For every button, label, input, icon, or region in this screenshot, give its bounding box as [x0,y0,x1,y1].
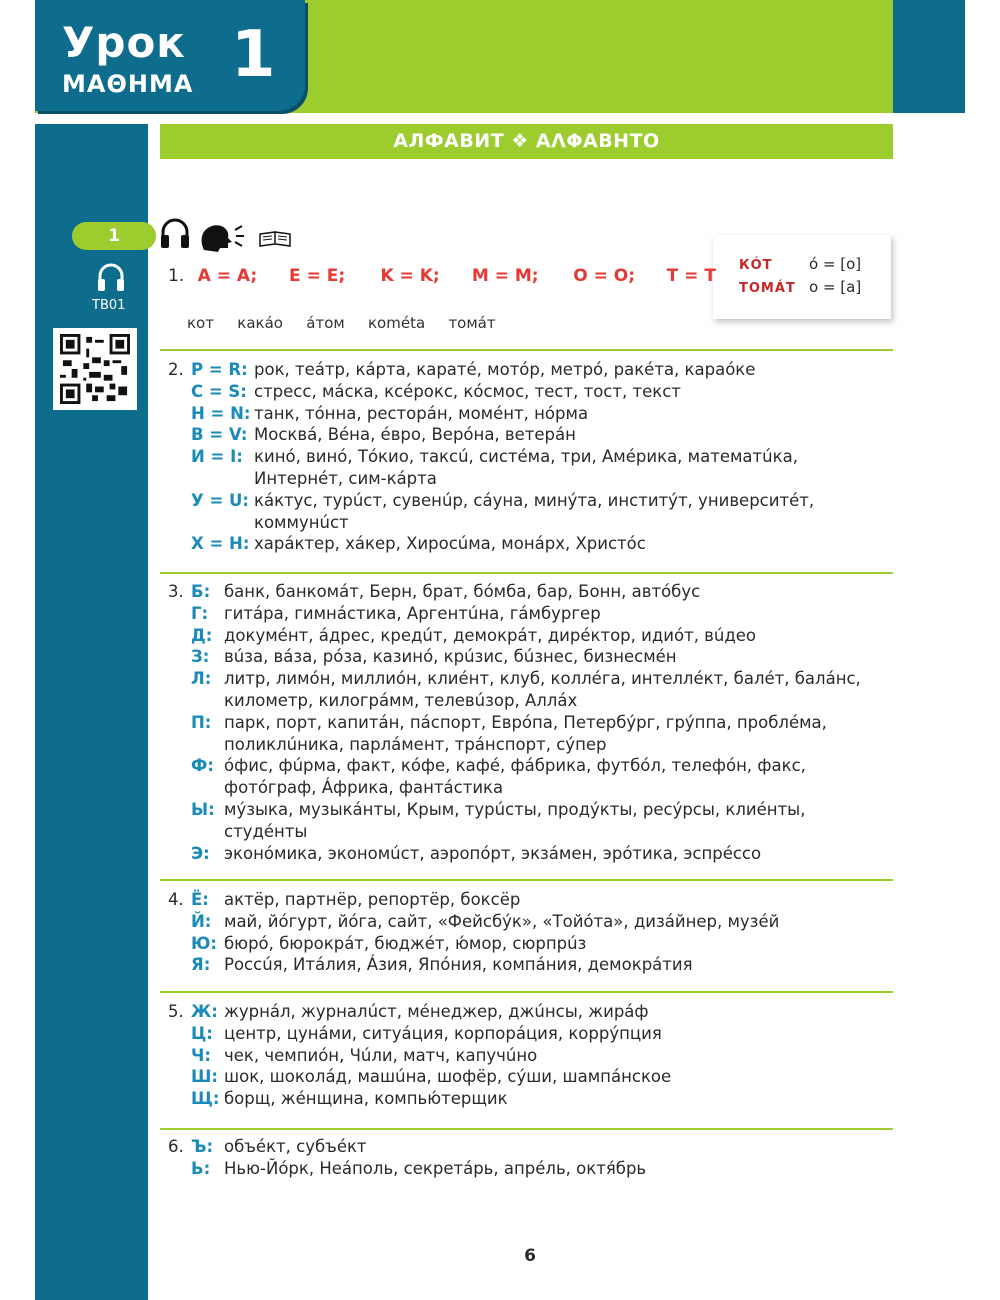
example-words: мýзыка, музыкáнты, Крым, турúсты, продýкты, ресýрсы, клиéнты, [224,800,806,819]
letter-label: П: [191,712,212,732]
letter-label: Ë: [191,890,209,909]
letter-label: P = R: [191,360,248,379]
example-words: журнáл, журналúст, мéнеджер, джúнсы, жирáф [224,1002,649,1021]
exercise-number: 2. [168,360,184,379]
track-number-badge[interactable]: 1 [72,222,156,250]
letter-label: Б: [191,582,211,601]
lesson-badge [35,0,305,111]
letter-pair: O = O; [573,266,636,286]
example-words: бюрó, бюрокрáт, бюджéт, ю́мор, сюрпрúз [224,933,587,953]
exercise-number: 3. [168,582,184,601]
letter-label: C = S: [191,381,247,401]
letter-label: З: [191,647,210,667]
example-words: поликлúника, парлáмент, трáнспорт, сýпер [224,734,607,754]
example-words: фотóграф, Áфрика, фантáстика [224,778,504,798]
header-right-strip [893,0,965,113]
example-words: гитáра, гимнáстика, Аргентúна, гáмбургер [224,603,601,623]
headphones-icon[interactable] [96,262,126,298]
example-words: стресс, мáска, ксéрокс, кóсмос, тест, тост, текст [254,381,681,401]
example-words: борщ, жéнщина, компью́терщик [224,1089,508,1109]
stress-note-box [713,235,891,319]
example-words: объéкт, субъéкт [224,1137,367,1156]
example-words: кáктус, турúст, сувенúр, сáуна, минýта, институ́т, университéт, [254,490,815,510]
letter-pair: E = E; [289,266,346,286]
letter-label: Ю: [191,933,217,953]
letter-pair: T = T [666,266,716,286]
letter-label: Ф: [191,756,214,776]
example-words: харáктер, хáкер, Хиросúма, монáрх, Христóс [254,534,646,554]
exercise-number: 5. [168,1002,184,1021]
letter-label: Ц: [191,1023,213,1043]
example-words: банк, банкомáт, Берн, брат, бóмба, бар, Бонн, автóбус [224,582,701,601]
example-words: óфис, фúрма, факт, кóфе, кафé, фáбрика, футбóл, телефóн, факс, [224,756,806,776]
letter-label: Л: [191,669,212,689]
letter-label: У = U: [191,490,250,510]
example-words: Интернéт, сим-кáрта [254,468,437,488]
example-words: парк, порт, капитáн, пáспорт, Еврóпа, Петербу́рг, грýппа, проблéма, [224,712,827,732]
qr-code[interactable] [53,328,137,410]
letter-label: И = I: [191,447,243,467]
letter-label: Ы: [191,800,215,819]
letter-label: Г: [191,603,209,623]
stress-row: ТОМÁТ o = [a] [739,278,862,296]
headphones-icon [161,220,189,248]
letter-label: Ь: [191,1158,211,1178]
instruction-icons [160,212,300,260]
example-words: километр, килогрáмм, телевúзор, Аллáх [224,690,578,710]
track-code: TB01 [92,298,126,313]
letter-label: Ч: [191,1045,211,1065]
example-words: студéнты [224,821,308,841]
example-words: центр, цунáми, ситуáция, корпорáция, коррýпция [224,1023,662,1043]
letter-label: Й: [191,911,212,931]
example-words: кинó, винó, Тóкио, таксú, систéма, три, Амéрика, математúка, [254,447,798,467]
page-number: 6 [524,1246,536,1266]
letter-label: Ш: [191,1067,218,1087]
example-words: Россúя, Итáлия, Áзия, Япóния, компáния, демокрáтия [224,955,693,975]
example-words: танк, тóнна, ресторáн, момéнт, нóрма [254,403,589,423]
exercise-number: 4. [168,890,184,909]
letter-label: Ж: [191,1002,218,1021]
example-words: Нью-Йóрк, Неáполь, секретáрь, апрéль, октя́брь [224,1158,647,1178]
letter-label: Я: [191,955,211,975]
stress-row: КÓТ ó = [o] [739,255,862,273]
letter-label: Щ: [191,1089,220,1109]
lesson-word-greek: ΜΑΘΗΜΑ [62,70,194,98]
example-words: май, йóгурт, йóга, сайт, «Фейсбу́к», «Тойóта», дизáйнер, музéй [224,911,780,931]
example-words: шок, шоколáд, машúна, шофёр, сýши, шампáнское [224,1067,672,1087]
letter-label: X = H: [191,534,250,554]
letter-label: Д: [191,625,213,645]
exercise-number: 6. [168,1137,184,1156]
exercise-1-words: кот какáо áтом кométа томáт [187,314,496,332]
lesson-word: Урок [62,18,186,67]
letter-pair: K = K; [380,266,440,286]
letter-pair: A = A; [197,266,258,286]
letter-pair: M = M; [471,266,539,286]
exercise-number: 1. [168,266,185,286]
example-words: литр, лимóн, миллиóн, клиéнт, клуб, коллéга, интеллéкт, балéт, балáнс, [224,669,861,689]
letter-label: Ъ: [191,1137,214,1156]
open-book-icon [260,232,290,246]
section-divider [160,349,893,351]
example-words: эконóмика, экономúст, аэропóрт, экзáмен, эрóтика, эспрéссо [224,843,762,863]
speaking-head-icon [202,225,244,252]
letter-label: Э: [191,843,210,863]
section-divider [160,1128,893,1130]
example-words: рок, теáтр, кáрта, каратé, мотóр, метрó, ракéта, караóке [254,360,756,379]
section-title: АЛФАВИТ ❖ ΑΛΦΑΒΗΤΟ [160,124,893,159]
section-divider [160,572,893,574]
example-words: актёр, партнёр, репортёр, боксёр [224,890,521,909]
exercise-1 [168,266,716,286]
example-words: докумéнт, áдрес, кредúт, демокрáт, дирéктор, идиóт, вúдео [224,625,757,645]
section-divider [160,879,893,881]
example-words: вúза, вáза, рóза, казинó, крúзис, бúзнес, бизнесмéн [224,647,677,667]
example-words: коммунúст [254,512,349,532]
section-divider [160,991,893,993]
lesson-number: 1 [231,18,276,92]
letter-label: H = N: [191,403,251,423]
letter-label: B = V: [191,425,248,445]
example-words: чек, чемпиóн, Чúли, матч, капучúно [224,1045,538,1065]
example-words: Москвá, Вéна, éвро, Верóна, ветерáн [254,425,576,445]
